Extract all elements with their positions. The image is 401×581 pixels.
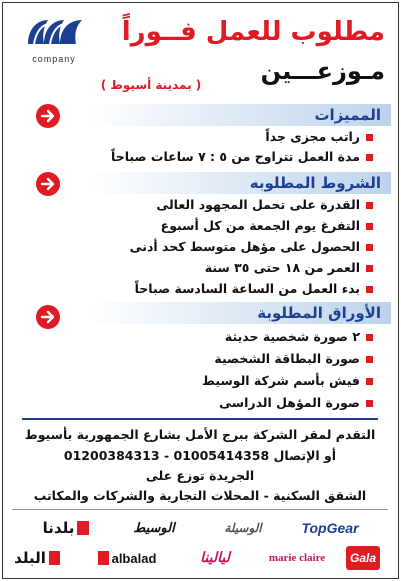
list-item: مدة العمل تتراوح من ٥ : ٧ ساعات صباحاً <box>93 148 373 165</box>
arrow-button-requirements[interactable] <box>36 172 60 196</box>
bullet-icon <box>366 223 373 230</box>
arrow-button-documents[interactable] <box>36 305 60 329</box>
arrow-button-benefits[interactable] <box>36 104 60 128</box>
list-item: الحصول على مؤهل متوسط كحد أدنى <box>93 238 373 255</box>
headline: مطلوب للعمل فــوراً <box>121 17 385 47</box>
distribution-label: الجريدة توزع على <box>145 468 255 483</box>
list-item: القدرة على تحمل المجهود العالى <box>93 196 373 213</box>
brand-albalad-ar: البلد <box>10 546 64 570</box>
brand-gala: Gala <box>346 546 380 570</box>
arrow-right-icon <box>40 108 56 124</box>
brand-square-icon <box>49 551 60 565</box>
bullet-icon <box>366 334 373 341</box>
bullet-icon <box>366 378 373 385</box>
bullet-icon <box>366 265 373 272</box>
bullet-icon <box>366 286 373 293</box>
section-title-benefits: المميزات <box>314 106 381 124</box>
bullet-icon <box>366 134 373 141</box>
brand-baladna: بلدنا <box>32 516 100 540</box>
brand-marie-claire: marie claire <box>268 552 326 564</box>
brand-layalina: ليالينا <box>200 550 230 566</box>
divider <box>22 418 378 420</box>
logo-text: company <box>32 54 76 64</box>
list-item: التفرغ يوم الجمعة من كل أسبوع <box>93 217 373 234</box>
list-item: بدء العمل من الساعة السادسة صباحاً <box>93 280 373 297</box>
list-item: صورة البطاقة الشخصية <box>93 350 373 367</box>
company-logo <box>18 14 90 72</box>
contact-address: التقدم لمقر الشركة ببرج الأمل بشارع الجمهورية بأسيوط <box>24 427 376 442</box>
bullet-icon <box>366 202 373 209</box>
list-item: راتب مجزى جداً <box>93 128 373 145</box>
bullet-icon <box>366 244 373 251</box>
contact-phones: أو الإتصال 01005414358 - 01200384313 <box>63 448 337 463</box>
list-item: صورة المؤهل الدراسى <box>93 394 373 411</box>
bullet-icon <box>366 154 373 161</box>
bullet-icon <box>366 356 373 363</box>
list-item: فيش بأسم شركة الوسيط <box>93 372 373 389</box>
city-label: ( بمدينة أسيوط ) <box>100 78 202 92</box>
brand-alwasit: الوسيط <box>133 520 175 536</box>
brand-square-icon <box>98 551 109 565</box>
divider <box>12 509 388 510</box>
bullet-icon <box>366 400 373 407</box>
company-logo-icon <box>24 14 86 48</box>
brand-square-icon <box>77 521 89 535</box>
distribution-places: الشقق السكنية - المحلات التجارية والشركات والمكاتب <box>33 488 367 503</box>
brand-topgear: TopGear <box>301 520 359 536</box>
brand-alwasila: الوسيلة <box>224 521 262 535</box>
brand-albalad: albalad <box>92 546 162 570</box>
list-item: ٢ صورة شخصية حديثة <box>93 328 373 345</box>
section-title-documents: الأوراق المطلوبة <box>257 304 381 322</box>
section-title-requirements: الشروط المطلوبه <box>249 174 381 192</box>
arrow-right-icon <box>40 176 56 192</box>
list-item: العمر من ١٨ حتى ٣٥ سنة <box>93 259 373 276</box>
job-title: مـوزعـــين <box>260 57 385 85</box>
arrow-right-icon <box>40 309 56 325</box>
